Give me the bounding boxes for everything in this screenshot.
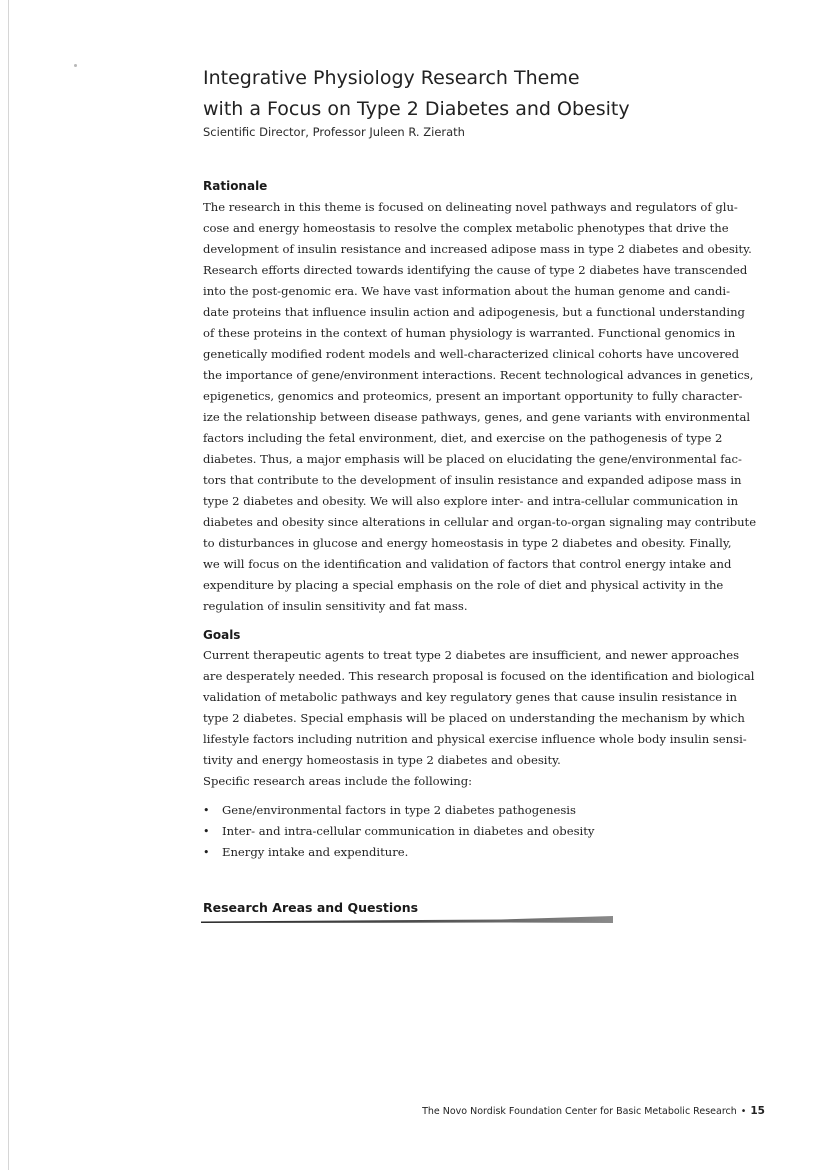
rationale-line: date proteins that influence insulin action and adipogenesis, but a functional understanding [203, 305, 745, 319]
goals-heading: Goals [203, 628, 241, 642]
goals-line: lifestyle factors including nutrition and physical exercise influence whole body insulin sensi- [203, 732, 747, 746]
rationale-line: development of insulin resistance and increased adipose mass in type 2 diabetes and obesity. [203, 242, 752, 256]
rationale-line: genetically modified rodent models and well-characterized clinical cohorts have uncovered [203, 347, 740, 361]
rationale-line: type 2 diabetes and obesity. We will also explore inter- and intra-cellular communication in [203, 494, 739, 508]
page-title [203, 63, 763, 125]
rationale-line: diabetes. Thus, a major emphasis will be placed on elucidating the gene/environmental fac- [203, 452, 742, 466]
page-footer [422, 1104, 765, 1119]
rationale-line: to disturbances in glucose and energy homeostasis in type 2 diabetes and obesity. Finally, [203, 536, 732, 550]
rationale-line: we will focus on the identification and validation of factors that control energy intake and [203, 557, 732, 571]
list-item [203, 842, 763, 863]
list-item-text: Gene/environmental factors in type 2 diabetes pathogenesis [222, 803, 576, 817]
goals-line: Specific research areas include the following: [203, 774, 473, 788]
goals-line: Current therapeutic agents to treat type 2 diabetes are insufficient, and newer approaches [203, 648, 740, 662]
rationale-line: tors that contribute to the development of insulin resistance and expanded adipose mass in [203, 473, 742, 487]
goals-line: tivity and energy homeostasis in type 2 diabetes and obesity. [203, 753, 561, 767]
rationale-line: The research in this theme is focused on delineating novel pathways and regulators of glu- [203, 200, 738, 214]
list-item-text: Inter- and intra-cellular communication in diabetes and obesity [222, 824, 595, 838]
rationale-line: Research efforts directed towards identifying the cause of type 2 diabetes have transcended [203, 263, 748, 277]
rationale-line: regulation of insulin sensitivity and fat mass. [203, 599, 468, 613]
footer-text: The Novo Nordisk Foundation Center for Basic Metabolic Research [422, 1106, 737, 1117]
research-areas-heading: Research Areas and Questions [203, 900, 419, 915]
rationale-line: epigenetics, genomics and proteomics, present an important opportunity to fully character- [203, 389, 743, 403]
list-item [203, 821, 763, 842]
page-number: 15 [750, 1105, 765, 1117]
heading-underline-rule [201, 915, 613, 924]
rationale-line: of these proteins in the context of human physiology is warranted. Functional genomics in [203, 326, 736, 340]
footer-separator: • [740, 1106, 747, 1117]
page-edge [8, 0, 9, 1170]
rationale-line: cose and energy homeostasis to resolve the complex metabolic phenotypes that drive the [203, 221, 729, 235]
goals-paragraph [203, 645, 769, 792]
goals-line: validation of metabolic pathways and key regulatory genes that cause insulin resistance in [203, 690, 737, 704]
goals-line: are desperately needed. This research proposal is focused on the identification and biological [203, 669, 755, 683]
rationale-heading: Rationale [203, 179, 268, 193]
scientific-director-subtitle: Scientific Director, Professor Juleen R. Zierath [203, 125, 465, 139]
research-areas-list [203, 800, 763, 863]
title-line-2: with a Focus on Type 2 Diabetes and Obesity [203, 98, 630, 120]
scan-speck [74, 64, 77, 67]
rationale-line: into the post-genomic era. We have vast information about the human genome and candi- [203, 284, 730, 298]
rationale-line: ize the relationship between disease pathways, genes, and gene variants with environmental [203, 410, 751, 424]
bullet-icon: • [203, 846, 210, 859]
rationale-line: factors including the fetal environment, diet, and exercise on the pathogenesis of type 2 [203, 431, 723, 445]
bullet-icon: • [203, 804, 210, 817]
list-item [203, 800, 763, 821]
title-line-1: Integrative Physiology Research Theme [203, 67, 580, 89]
rationale-paragraph [203, 197, 769, 617]
rationale-line: diabetes and obesity since alterations in cellular and organ-to-organ signaling may contribute [203, 515, 757, 529]
list-item-text: Energy intake and expenditure. [222, 845, 409, 859]
rationale-line: expenditure by placing a special emphasis on the role of diet and physical activity in the [203, 578, 724, 592]
goals-line: type 2 diabetes. Special emphasis will be placed on understanding the mechanism by which [203, 711, 745, 725]
bullet-icon: • [203, 825, 210, 838]
rationale-line: the importance of gene/environment interactions. Recent technological advances in genetics, [203, 368, 754, 382]
